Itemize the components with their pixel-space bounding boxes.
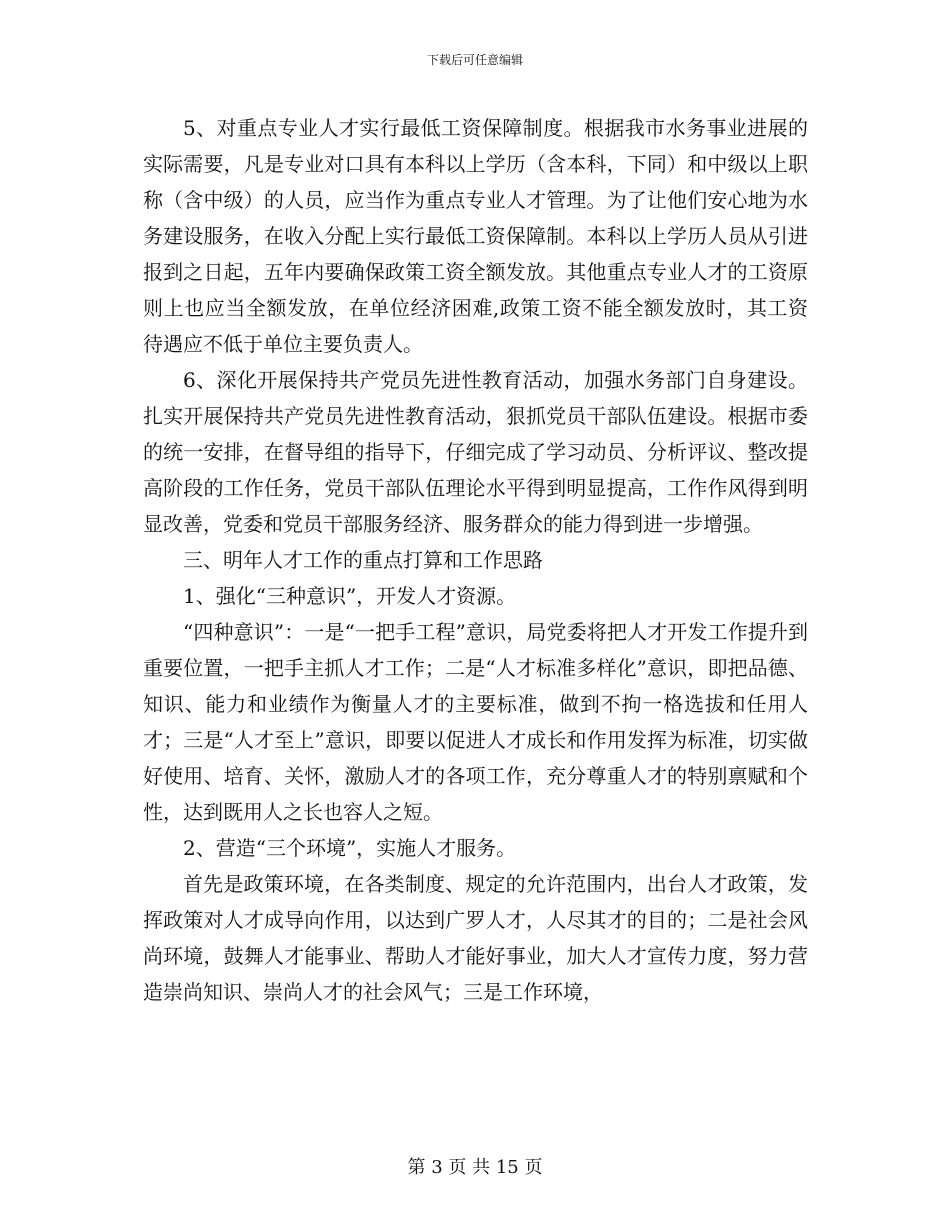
paragraph-environments: 首先是政策环境，在各类制度、规定的允许范围内，出台人才政策，发挥政策对人才成导向作用，以达到广罗人才，人尽其才的目的；二是社会风尚环境，鼓舞人才能事业、帮助人才能好事业，加大人才宣传力度，努力营造崇尚知识、崇尚人才的社会风气；三是工作环境， bbox=[143, 872, 808, 1004]
section-heading-3: 三、明年人才工作的重点打算和工作思路 bbox=[183, 548, 543, 572]
page-header: 下载后可任意编辑 bbox=[426, 53, 523, 67]
paragraph-item-5: 5、对重点专业人才实行最低工资保障制度。根据我市水务事业进展的实际需要，凡是专业对口具有本科以上学历（含本科，下同）和中级以上职称（含中级）的人员，应当作为重点专业人才管理。为了让他们安心地为水务建设服务，在收入分配上实行最低工资保障制。本科以上学历人员从引进报到之日起，五年内要确保政策工资全额发放。其他重点专业人才的工资原则上也应当全额发放，在单位经济困难,政策工资不能全额发放时，其工资待遇应不低于单位主要负责人。 bbox=[143, 116, 808, 356]
subheading-2: 2、营造“三个环境”，实施人才服务。 bbox=[183, 836, 517, 860]
page-footer: 第 3 页 共 15 页 bbox=[407, 1157, 543, 1178]
document-body bbox=[143, 110, 808, 1010]
subheading-1: 1、强化“三种意识”，开发人才资源。 bbox=[183, 584, 517, 608]
paragraph-item-6: 6、深化开展保持共产党员先进性教育活动，加强水务部门自身建设。扎实开展保持共产党员先进性教育活动，狠抓党员干部队伍建设。根据市委的统一安排，在督导组的指导下，仔细完成了学习动员、分析评议、整改提高阶段的工作任务，党员干部队伍理论水平得到明显提高，工作作风得到明显改善，党委和党员干部服务经济、服务群众的能力得到进一步增强。 bbox=[143, 368, 808, 536]
paragraph-four-awareness: “四种意识”：一是“一把手工程”意识，局党委将把人才开发工作提升到重要位置，一把手主抓人才工作；二是“人才标准多样化”意识，即把品德、知识、能力和业绩作为衡量人才的主要标准，做到不拘一格选拔和任用人才；三是“人才至上”意识，即要以促进人才成长和作用发挥为标准，切实做好使用、培育、关怀，激励人才的各项工作，充分尊重人才的特别禀赋和个性，达到既用人之长也容人之短。 bbox=[143, 620, 808, 824]
